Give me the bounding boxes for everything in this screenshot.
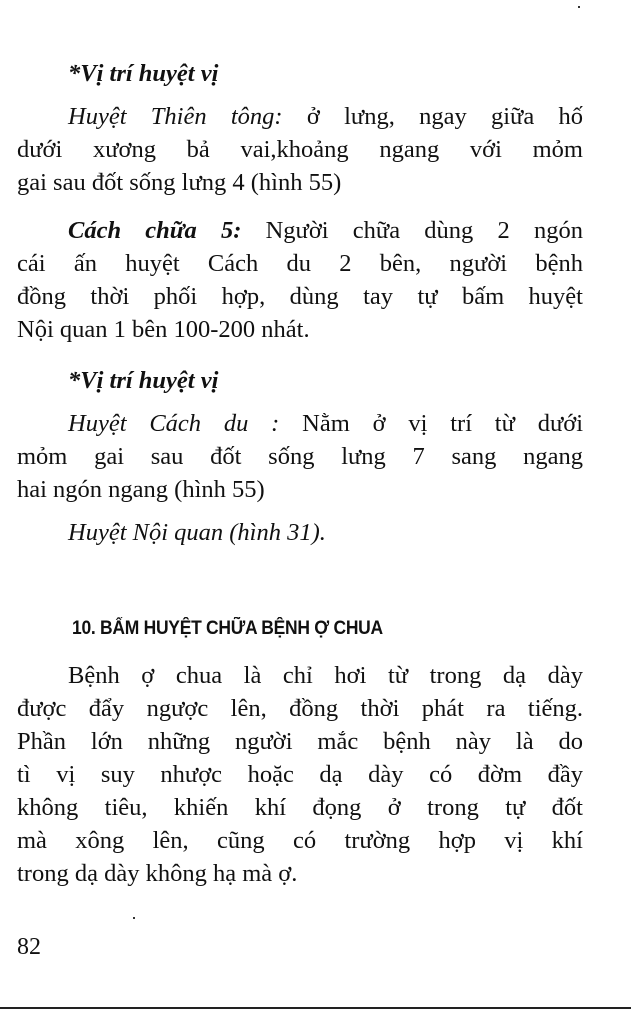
chapter-body: [17, 659, 583, 890]
chapter-title: 10. BẤM HUYỆT CHỮA BỆNH Ợ CHUA: [72, 618, 383, 639]
paragraph-line: gai sau đốt sống lưng 4 (hình 55): [17, 169, 342, 196]
paragraph-line: mỏm gai sau đốt sống lưng 7 sang ngang: [17, 443, 583, 470]
subheading-vi-tri-huyet-vi: *Vị trí huyệt vị: [68, 60, 219, 87]
paragraph-line: Huyệt Thiên tông: ở lưng, ngay giữa hố: [68, 103, 583, 130]
paragraph-line: Phần lớn những người mắc bệnh này là do: [17, 728, 583, 755]
paragraph-line: dưới xương bả vai,khoảng ngang với mỏm: [17, 136, 583, 163]
paragraph-line: đồng thời phối hợp, dùng tay tự bấm huyệt: [17, 283, 583, 310]
paragraph-line: Huyệt Cách du : Nằm ở vị trí từ dưới: [68, 410, 584, 437]
section-location-cach-du: [17, 364, 583, 549]
reference-huyet-noi-quan: Huyệt Nội quan (hình 31).: [68, 519, 326, 546]
paragraph-line: được đẩy ngược lên, đồng thời phát ra tiếng.: [17, 695, 583, 722]
paragraph-line: tì vị suy nhược hoặc dạ dày có đờm đầy: [17, 761, 583, 788]
scan-speck: [133, 917, 135, 919]
section-location-thien-tong: [17, 57, 583, 199]
paragraph-line: Nội quan 1 bên 100-200 nhát.: [17, 316, 310, 343]
term-cach-chua-5: Cách chữa 5:: [68, 217, 242, 244]
paragraph-line: hai ngón ngang (hình 55): [17, 476, 265, 503]
paragraph-line: không tiêu, khiến khí đọng ở trong tự đốt: [17, 794, 583, 821]
paragraph-line: mà xông lên, cũng có trường hợp vị khí: [17, 827, 583, 854]
term-huyet-thien-tong: Huyệt Thiên tông:: [68, 103, 283, 130]
paragraph-line: cái ấn huyệt Cách du 2 bên, người bệnh: [17, 250, 583, 277]
paragraph-line: trong dạ dày không hạ mà ợ.: [17, 860, 298, 887]
paragraph-line: Cách chữa 5: Người chữa dùng 2 ngón: [68, 217, 583, 244]
paragraph-line: Bệnh ợ chua là chỉ hơi từ trong dạ dày: [68, 662, 583, 689]
term-huyet-cach-du: Huyệt Cách du :: [68, 410, 280, 437]
section-treatment-5: [17, 214, 583, 346]
subheading-vi-tri-huyet-vi: *Vị trí huyệt vị: [68, 367, 219, 394]
scan-speck: [578, 6, 580, 8]
page-number: 82: [17, 934, 41, 960]
